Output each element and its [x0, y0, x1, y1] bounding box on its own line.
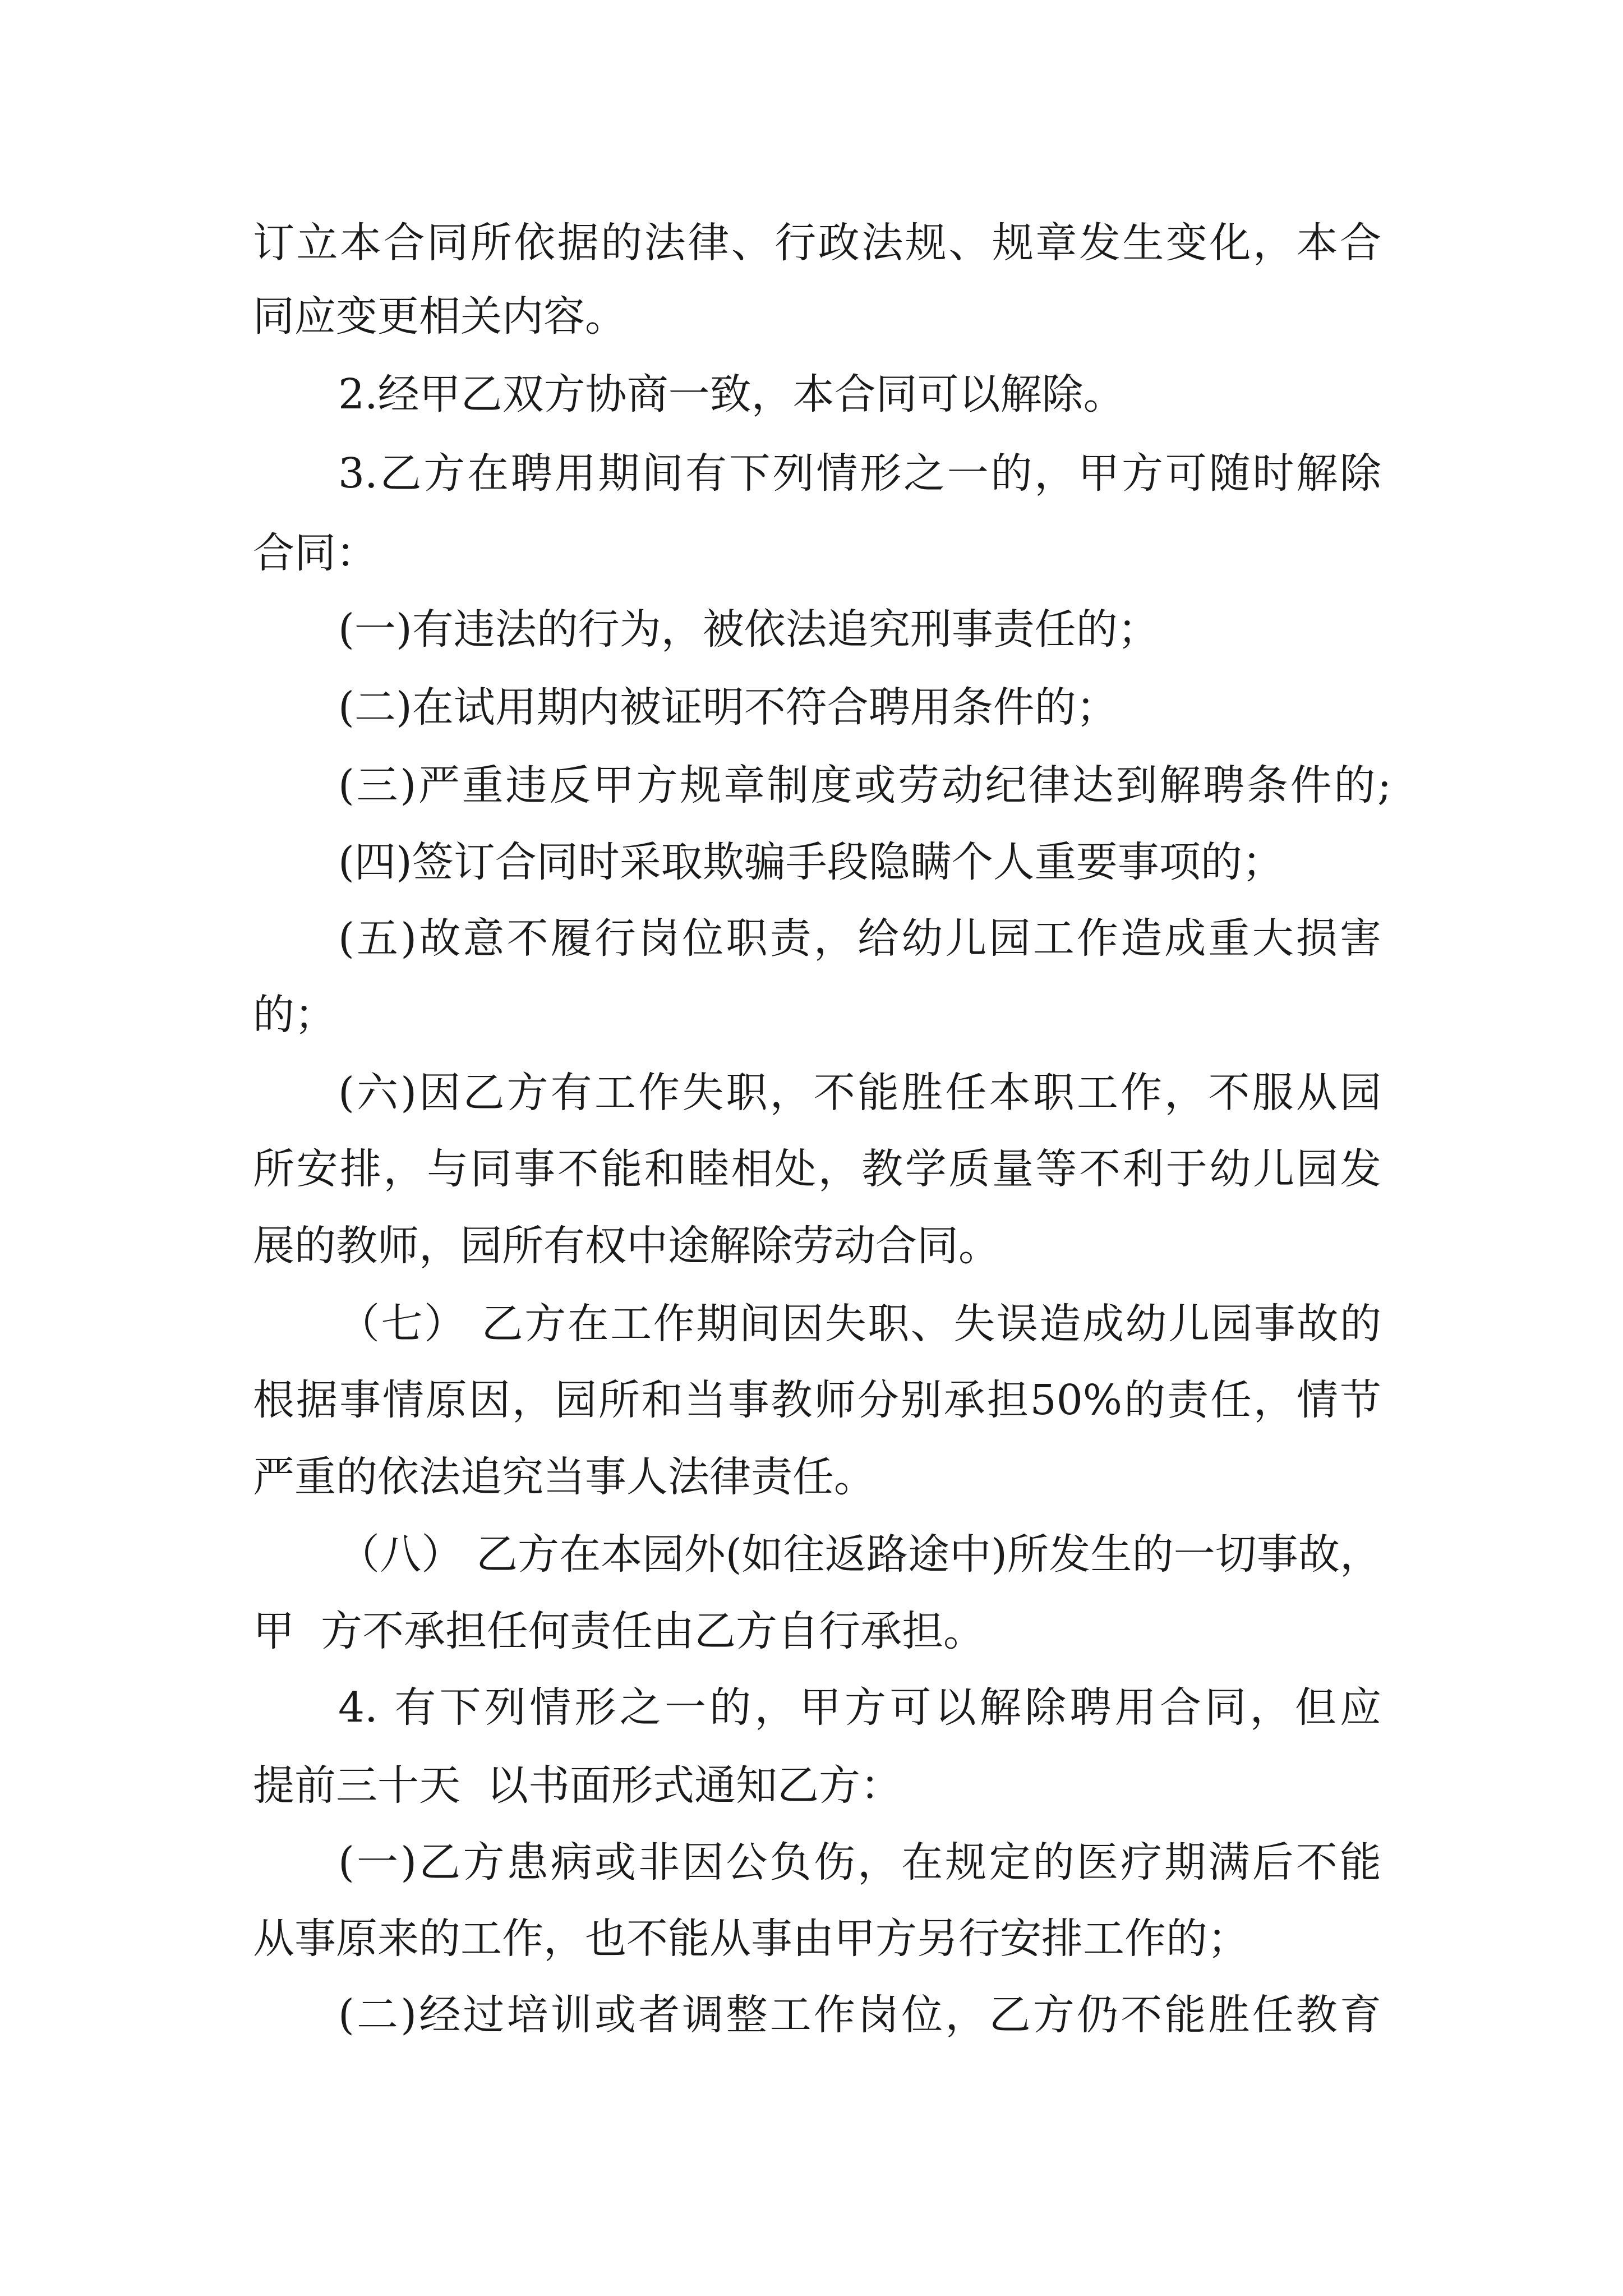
text-line: (三)严重违反甲方规章制度或劳动纪律达到解聘条件的; — [338, 761, 1391, 809]
text-line: (二)经过培训或者调整工作岗位，乙方仍不能胜任教育 — [338, 1991, 1381, 2039]
text-line: （八） 乙方在本园外(如往返路途中)所发生的一切事故， — [338, 1530, 1381, 1579]
text-line: 合同： — [253, 529, 377, 577]
text-line: 订立本合同所依据的法律、行政法规、规章发生变化，本合 — [253, 219, 1381, 267]
text-line: 3.乙方在聘用期间有下列情形之一的，甲方可随时解除 — [338, 449, 1381, 498]
text-line: (一)乙方患病或非因公负伤，在规定的医疗期满后不能 — [338, 1838, 1381, 1887]
text-line: 根据事情原因，园所和当事教师分别承担50%的责任，情节 — [253, 1376, 1381, 1424]
text-line: (二)在试用期内被证明不符合聘用条件的； — [338, 683, 1118, 731]
text-line: 4. 有下列情形之一的，甲方可以解除聘用合同，但应 — [338, 1683, 1381, 1732]
text-line: 从事原来的工作，也不能从事由甲方另行安排工作的； — [253, 1915, 1249, 1963]
text-line: 的； — [253, 991, 336, 1039]
text-line: 同应变更相关内容。 — [253, 292, 626, 341]
text-line: 展的教师，园所有权中途解除劳动合同。 — [253, 1222, 1000, 1270]
text-line: 甲 方不承担任何责任由乙方自行承担。 — [253, 1607, 985, 1655]
text-line: 2.经甲乙双方协商一致，本合同可以解除。 — [338, 370, 1125, 418]
text-line: (五)故意不履行岗位职责，给幼儿园工作造成重大损害 — [338, 914, 1381, 963]
text-line: 严重的依法追究当事人法律责任。 — [253, 1453, 875, 1501]
text-line: 提前三十天 以书面形式通知乙方： — [253, 1761, 902, 1810]
text-line: 所安排，与同事不能和睦相处，教学质量等不利于幼儿园发 — [253, 1145, 1381, 1193]
text-line: (一)有违法的行为，被依法追究刑事责任的； — [338, 605, 1159, 654]
text-line: （七） 乙方在工作期间因失职、失误造成幼儿园事故的 — [338, 1300, 1381, 1348]
text-line: (四)签订合同时采取欺骗手段隐瞒个人重要事项的； — [338, 838, 1284, 886]
text-line: (六)因乙方有工作失职，不能胜任本职工作，不服从园 — [338, 1069, 1381, 1117]
